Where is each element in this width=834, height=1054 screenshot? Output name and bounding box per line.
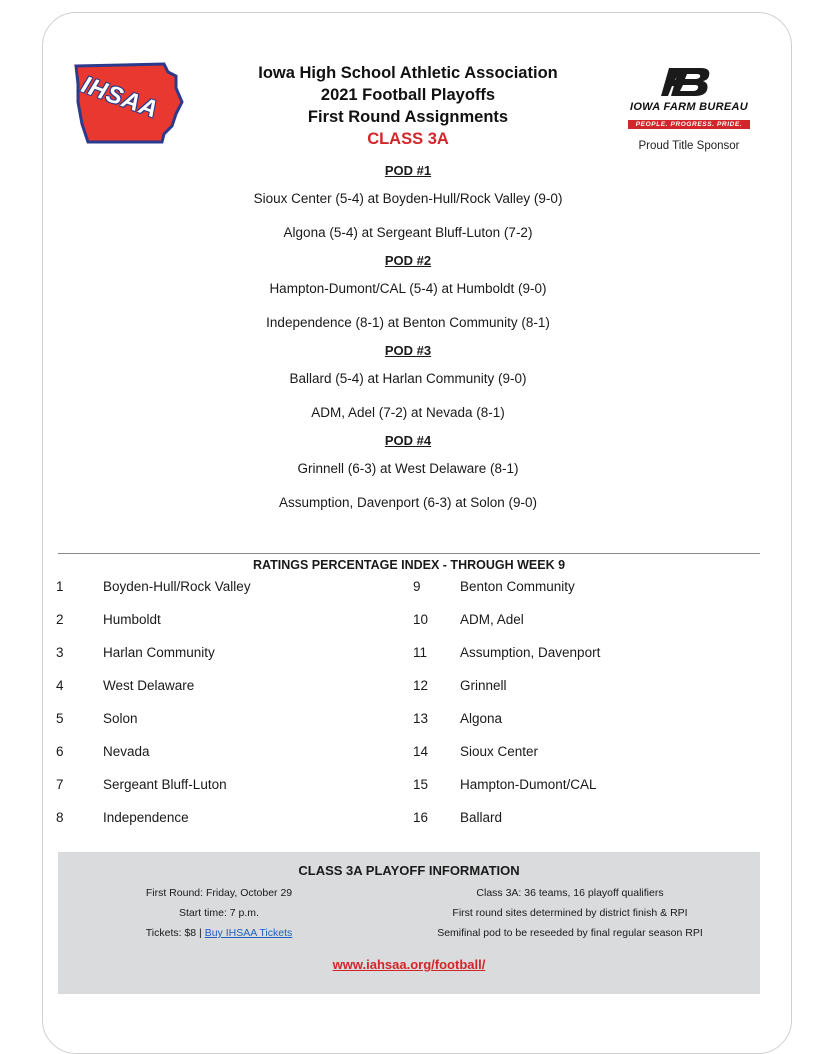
- first-round-date: First Round: Friday, October 29: [145, 887, 293, 899]
- rpi-rank: 11: [413, 645, 428, 660]
- pods-section: [58, 160, 758, 520]
- rpi-team: Harlan Community: [103, 645, 215, 660]
- game-row: Sioux Center (5-4) at Boyden-Hull/Rock Valley (9-0): [253, 191, 563, 206]
- rpi-row: [56, 705, 396, 738]
- rpi-row: [56, 771, 396, 804]
- farm-bureau-logo-icon: [657, 64, 721, 100]
- section-divider: [58, 553, 760, 554]
- game-row: Assumption, Davenport (6-3) at Solon (9-0): [278, 495, 538, 510]
- pod-title: POD #1: [384, 163, 432, 178]
- sponsor-block: [618, 64, 760, 152]
- pod-3: [58, 340, 758, 430]
- rpi-rank: 15: [413, 777, 429, 792]
- rpi-rank: 10: [413, 612, 429, 627]
- game-row: Algona (5-4) at Sergeant Bluff-Luton (7-2): [283, 225, 533, 240]
- pod-title: POD #3: [384, 343, 432, 358]
- rpi-team: Nevada: [103, 744, 150, 759]
- rpi-title: RATINGS PERCENTAGE INDEX - THROUGH WEEK 9: [252, 558, 566, 572]
- rpi-rank: 12: [413, 678, 429, 693]
- assignments-title: First Round Assignments: [307, 108, 509, 126]
- info-left-column: [58, 883, 380, 943]
- rpi-rank: 1: [56, 579, 64, 594]
- rpi-row: [413, 705, 753, 738]
- rpi-team: Boyden-Hull/Rock Valley: [103, 579, 251, 594]
- rpi-row: [413, 639, 753, 672]
- info-title: CLASS 3A PLAYOFF INFORMATION: [298, 863, 520, 878]
- rpi-rank: 5: [56, 711, 64, 726]
- game-row: Hampton-Dumont/CAL (5-4) at Humboldt (9-0): [269, 281, 547, 296]
- rpi-rank: 7: [56, 777, 64, 792]
- rpi-team: Sioux Center: [460, 744, 539, 759]
- rpi-row: [413, 672, 753, 705]
- pod-4: [58, 430, 758, 520]
- sponsor-tagline: PEOPLE. PROGRESS. PRIDE.: [628, 120, 751, 129]
- rpi-team: West Delaware: [103, 678, 195, 693]
- rpi-rank: 6: [56, 744, 64, 759]
- buy-tickets-link[interactable]: Buy IHSAA Tickets: [204, 927, 293, 939]
- semifinal-info: Semifinal pod to be reseeded by final regular season RPI: [437, 927, 703, 939]
- rpi-row: [56, 804, 396, 837]
- rpi-row: [413, 804, 753, 837]
- sites-info: First round sites determined by district finish & RPI: [452, 907, 688, 919]
- teams-info: Class 3A: 36 teams, 16 playoff qualifiers: [476, 887, 664, 899]
- rpi-team: Ballard: [460, 810, 503, 825]
- game-row: Grinnell (6-3) at West Delaware (8-1): [297, 461, 519, 476]
- pod-title: POD #2: [384, 253, 432, 268]
- playoffs-title: 2021 Football Playoffs: [320, 86, 496, 104]
- game-row: Ballard (5-4) at Harlan Community (9-0): [289, 371, 527, 386]
- document-header: [220, 62, 596, 150]
- class-title: CLASS 3A: [367, 130, 449, 148]
- rpi-team: Humboldt: [103, 612, 161, 627]
- rpi-row: [413, 738, 753, 771]
- rpi-team: Benton Community: [460, 579, 575, 594]
- rpi-rank: 9: [413, 579, 421, 594]
- info-right-column: [380, 883, 760, 943]
- football-url-link[interactable]: www.iahsaa.org/football/: [332, 957, 486, 972]
- ihsaa-logo: [72, 62, 184, 144]
- rpi-row: [413, 606, 753, 639]
- pod-2: [58, 250, 758, 340]
- rpi-row: [56, 573, 396, 606]
- rpi-rank: 13: [413, 711, 429, 726]
- start-time: Start time: 7 p.m.: [179, 907, 259, 919]
- game-row: Independence (8-1) at Benton Community (8-1): [266, 315, 550, 330]
- tickets-line: [58, 923, 380, 943]
- rpi-team: ADM, Adel: [460, 612, 524, 627]
- rpi-team: Algona: [460, 711, 503, 726]
- sponsor-caption: Proud Title Sponsor: [638, 140, 740, 152]
- tickets-price: Tickets: $8 |: [145, 927, 202, 939]
- rpi-team: Sergeant Bluff-Luton: [103, 777, 227, 792]
- playoff-info-box: [58, 852, 760, 994]
- rpi-rank: 4: [56, 678, 64, 693]
- ihsaa-logo-text: IHSAA: [77, 71, 163, 124]
- rpi-rank: 16: [413, 810, 429, 825]
- rpi-row: [56, 639, 396, 672]
- rpi-rank: 8: [56, 810, 64, 825]
- game-row: ADM, Adel (7-2) at Nevada (8-1): [311, 405, 505, 420]
- rpi-team: Solon: [103, 711, 138, 726]
- rpi-team: Assumption, Davenport: [460, 645, 601, 660]
- rpi-list-right: [413, 573, 753, 837]
- rpi-rank: 2: [56, 612, 64, 627]
- rpi-row: [413, 771, 753, 804]
- rpi-row: [56, 738, 396, 771]
- rpi-team: Hampton-Dumont/CAL: [460, 777, 597, 792]
- pod-title: POD #4: [384, 433, 432, 448]
- association-title: Iowa High School Athletic Association: [258, 64, 558, 82]
- rpi-team: Grinnell: [460, 678, 507, 693]
- rpi-row: [56, 672, 396, 705]
- rpi-row: [413, 573, 753, 606]
- pod-1: [58, 160, 758, 250]
- rpi-rank: 14: [413, 744, 429, 759]
- sponsor-name: IOWA FARM BUREAU: [629, 101, 749, 113]
- rpi-rank: 3: [56, 645, 64, 660]
- rpi-list-left: [56, 573, 396, 837]
- rpi-row: [56, 606, 396, 639]
- rpi-team: Independence: [103, 810, 189, 825]
